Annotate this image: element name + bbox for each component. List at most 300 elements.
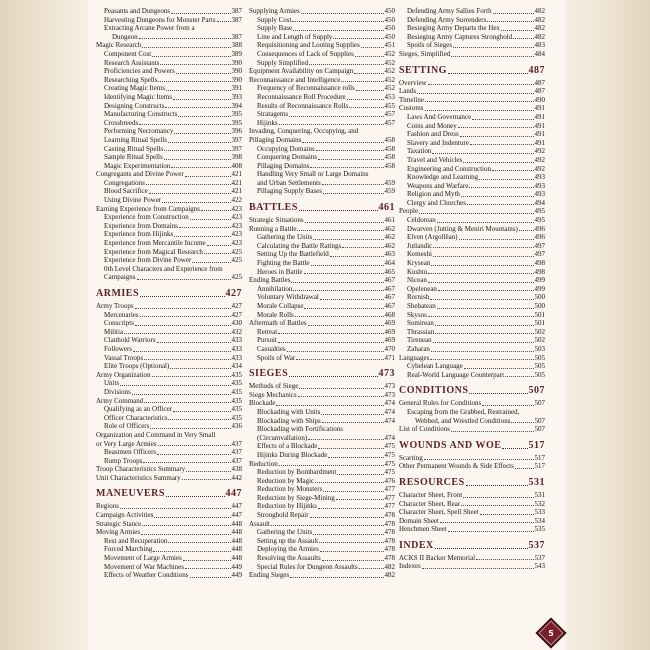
toc-entry[interactable] — [249, 84, 395, 93]
toc-entry-page: 517 — [528, 439, 545, 451]
toc-entry[interactable] — [399, 259, 545, 268]
toc-entry[interactable] — [249, 460, 395, 469]
toc-entry[interactable] — [399, 190, 545, 199]
toc-entry[interactable] — [96, 440, 242, 449]
toc-entry-title: Special Rules for Dungeon Assaults — [257, 562, 358, 571]
toc-entry[interactable] — [399, 302, 545, 311]
toc-entry[interactable] — [399, 87, 545, 96]
toc-entry[interactable] — [399, 371, 545, 380]
dot-leader — [428, 282, 534, 283]
dot-leader — [453, 47, 533, 48]
toc-entry-title: ACKS II Backer Memorial — [399, 553, 476, 562]
dot-leader — [438, 290, 534, 291]
toc-entry[interactable] — [96, 397, 242, 406]
toc-entry[interactable] — [249, 494, 395, 503]
toc-entry-title: Casualties — [257, 344, 286, 353]
toc-entry[interactable] — [399, 336, 545, 345]
toc-entry[interactable] — [399, 328, 545, 337]
toc-entry[interactable] — [249, 33, 395, 42]
toc-entry[interactable] — [249, 145, 395, 154]
toc-entry[interactable] — [96, 93, 242, 102]
toc-entry-title: Calculating the Battle Ratings — [257, 241, 342, 250]
toc-entry[interactable] — [399, 491, 545, 500]
toc-entry[interactable] — [399, 225, 545, 234]
toc-entry[interactable] — [96, 67, 242, 76]
toc-entry[interactable] — [96, 119, 242, 128]
toc-entry[interactable] — [249, 302, 395, 311]
toc-entry-title: Rest and Recuperation — [104, 536, 168, 545]
toc-entry-page: 449 — [231, 562, 242, 571]
toc-entry[interactable] — [399, 207, 545, 216]
toc-entry[interactable] — [96, 41, 242, 50]
toc-entry[interactable] — [96, 248, 242, 257]
toc-entry[interactable] — [249, 485, 395, 494]
toc-section-heading[interactable] — [399, 476, 545, 490]
dot-leader — [178, 116, 230, 117]
toc-section-heading[interactable] — [96, 287, 242, 301]
page-margin-left — [0, 0, 88, 650]
toc-entry-title: Indexes — [399, 562, 421, 571]
toc-entry[interactable] — [399, 554, 545, 563]
toc-entry-page: 423 — [231, 221, 242, 230]
toc-entry[interactable] — [399, 165, 545, 174]
toc-entry[interactable] — [96, 474, 242, 483]
toc-entry[interactable] — [249, 345, 395, 354]
toc-entry[interactable] — [249, 520, 395, 529]
toc-entry[interactable] — [96, 84, 242, 93]
dot-leader — [166, 90, 230, 91]
toc-entry-page: 517 — [534, 453, 545, 462]
toc-entry[interactable] — [399, 96, 545, 105]
dot-leader — [502, 448, 527, 449]
toc-entry-title: Rornish — [407, 293, 430, 302]
page-margin-right — [566, 0, 650, 650]
toc-entry-title: Other Permanent Wounds & Side Effects — [399, 462, 514, 471]
dot-leader — [431, 265, 533, 266]
toc-entry[interactable] — [96, 319, 242, 328]
dot-leader — [309, 64, 383, 65]
dot-leader — [162, 202, 230, 203]
toc-entry[interactable] — [249, 319, 395, 328]
toc-entry[interactable] — [249, 285, 395, 294]
toc-entry[interactable] — [249, 311, 395, 320]
toc-entry[interactable] — [249, 417, 395, 426]
toc-entry[interactable] — [96, 230, 242, 239]
toc-entry-title: Performing Necromancy — [104, 127, 174, 136]
toc-entry[interactable] — [249, 434, 395, 443]
toc-entry-page: 476 — [384, 476, 395, 485]
toc-entry-page: 490 — [534, 95, 545, 104]
toc-entry[interactable] — [249, 179, 395, 188]
toc-entry-page: 458 — [384, 153, 395, 162]
toc-entry-page: 469 — [384, 319, 395, 328]
toc-entry[interactable] — [96, 422, 242, 431]
toc-entry-page: 493 — [534, 190, 545, 199]
toc-entry-page: 463 — [384, 250, 395, 259]
toc-entry[interactable] — [399, 525, 545, 534]
toc-entry[interactable] — [399, 345, 545, 354]
toc-entry[interactable] — [249, 187, 395, 196]
toc-entry-title: Morale Collapse — [257, 302, 304, 310]
toc-entry[interactable] — [249, 76, 395, 85]
toc-entry-title: Travel and Vehicles — [407, 155, 463, 164]
dot-leader — [139, 124, 230, 125]
toc-entry-page: 505 — [534, 370, 545, 379]
toc-entry[interactable] — [249, 293, 395, 302]
toc-entry-title: Coins and Money — [407, 121, 457, 130]
toc-entry[interactable] — [399, 276, 545, 285]
toc-entry-page: 459 — [384, 187, 395, 196]
toc-entry-page: 477 — [384, 485, 395, 494]
dot-leader — [342, 247, 383, 248]
toc-entry[interactable] — [399, 268, 545, 277]
toc-entry[interactable] — [399, 250, 545, 259]
dot-leader — [451, 431, 534, 432]
toc-entry[interactable] — [399, 233, 545, 242]
toc-entry-title: Engineering and Construction — [407, 164, 491, 173]
toc-entry[interactable] — [399, 399, 545, 408]
dot-leader — [298, 396, 384, 397]
toc-entry-page: 492 — [534, 164, 545, 173]
toc-entry[interactable] — [96, 162, 242, 171]
toc-entry[interactable] — [249, 276, 395, 285]
toc-entry[interactable] — [399, 122, 545, 131]
toc-entry[interactable] — [96, 511, 242, 520]
toc-entry[interactable] — [96, 537, 242, 546]
toc-entry[interactable] — [399, 199, 545, 208]
toc-entry[interactable] — [96, 127, 242, 136]
dot-leader — [430, 359, 533, 360]
toc-entry-page: 395 — [231, 110, 242, 119]
toc-entry-page: 395 — [231, 118, 242, 127]
toc-entry[interactable] — [96, 571, 242, 580]
dot-leader — [133, 351, 231, 352]
toc-entry[interactable] — [96, 153, 242, 162]
toc-entry-title: Supply Simplified — [257, 58, 309, 67]
toc-entry[interactable] — [96, 431, 242, 440]
toc-entry-title: Reduction by Siege-Mining — [257, 493, 335, 502]
toc-entry[interactable] — [96, 465, 242, 474]
toc-entry[interactable] — [249, 250, 395, 259]
toc-entry[interactable] — [399, 139, 545, 148]
dot-leader — [451, 56, 533, 57]
toc-entry-page: 387 — [231, 15, 242, 24]
toc-entry[interactable] — [399, 16, 545, 25]
toc-entry[interactable] — [249, 528, 395, 537]
toc-entry-title: Designing Constructs — [104, 101, 165, 110]
toc-entry-title: Campaign Activities — [96, 511, 154, 520]
toc-entry[interactable] — [399, 562, 545, 571]
toc-entry-title: Supply Base — [257, 24, 293, 33]
toc-entry[interactable] — [96, 33, 242, 42]
toc-entry[interactable] — [399, 417, 545, 426]
toc-entry[interactable] — [249, 110, 395, 119]
toc-entry[interactable] — [96, 345, 242, 354]
toc-entry[interactable] — [249, 268, 395, 277]
toc-entry[interactable] — [96, 213, 242, 222]
toc-entry[interactable] — [399, 454, 545, 463]
toc-entry[interactable] — [399, 156, 545, 165]
toc-entry-page: 435 — [231, 387, 242, 396]
toc-entry[interactable] — [249, 136, 395, 145]
toc-entry[interactable] — [96, 448, 242, 457]
toc-entry-page: 492 — [534, 147, 545, 156]
toc-entry[interactable] — [96, 16, 242, 25]
toc-entry[interactable] — [96, 302, 242, 311]
toc-entry[interactable] — [249, 399, 395, 408]
toc-entry[interactable] — [96, 7, 242, 16]
toc-entry[interactable] — [249, 554, 395, 563]
toc-entry[interactable] — [249, 153, 395, 162]
toc-entry-page: 438 — [231, 465, 242, 474]
toc-entry[interactable] — [96, 554, 242, 563]
toc-entry-title: Peasants and Dungeons — [104, 7, 171, 15]
toc-entry[interactable] — [399, 130, 545, 139]
toc-entry[interactable] — [399, 173, 545, 182]
toc-entry[interactable] — [96, 102, 242, 111]
toc-entry[interactable] — [249, 170, 395, 179]
toc-entry-page: 453 — [384, 92, 395, 101]
dot-leader — [164, 159, 231, 160]
toc-entry[interactable] — [96, 265, 242, 274]
toc-entry[interactable] — [399, 293, 545, 302]
dot-leader — [318, 508, 384, 509]
toc-entry-title: Units — [104, 379, 120, 388]
toc-entry[interactable] — [249, 119, 395, 128]
toc-entry-title: Experience from Divine Power — [104, 256, 192, 265]
toc-entry[interactable] — [96, 405, 242, 414]
toc-entry-title: Dwarven (Jutting & Meniri Mountains) — [407, 224, 518, 233]
toc-entry[interactable] — [249, 328, 395, 337]
toc-entry-title: Real-World Language Counterpart — [407, 370, 505, 379]
toc-entry[interactable] — [96, 328, 242, 337]
toc-entry[interactable] — [249, 354, 395, 363]
toc-entry-title: Mercenaries — [104, 310, 139, 319]
toc-entry-title: Reduction by Monsters — [257, 485, 323, 494]
toc-section-heading[interactable] — [249, 367, 395, 381]
toc-entry-title: Qualifying as an Officer — [104, 405, 173, 414]
toc-entry[interactable] — [96, 205, 242, 214]
toc-section-heading[interactable] — [399, 64, 545, 78]
toc-entry[interactable] — [399, 79, 545, 88]
toc-entry-title: Elven (Argollëan) — [407, 233, 458, 242]
toc-entry[interactable] — [96, 379, 242, 388]
toc-entry-page: 467 — [384, 293, 395, 302]
toc-entry[interactable] — [96, 24, 242, 33]
toc-entry[interactable] — [399, 147, 545, 156]
toc-entry[interactable] — [249, 425, 395, 434]
toc-entry[interactable] — [399, 33, 545, 42]
toc-entry-title: Opelenean — [407, 284, 437, 293]
toc-entry[interactable] — [249, 7, 395, 16]
toc-entry-title: WOUNDS AND WOE — [399, 439, 502, 451]
toc-entry[interactable] — [249, 502, 395, 511]
toc-entry[interactable] — [399, 7, 545, 16]
dot-leader — [304, 273, 384, 274]
dot-leader — [428, 273, 533, 274]
toc-entry[interactable] — [96, 545, 242, 554]
toc-entry-page: 473 — [378, 368, 395, 380]
toc-entry[interactable] — [399, 362, 545, 371]
toc-entry-page: 387 — [231, 7, 242, 15]
toc-entry[interactable] — [249, 162, 395, 171]
toc-entry[interactable] — [96, 528, 242, 537]
dot-leader — [424, 459, 534, 460]
toc-entry-title: Divisions — [104, 387, 131, 396]
toc-entry[interactable] — [96, 388, 242, 397]
toc-entry[interactable] — [249, 563, 395, 572]
toc-entry[interactable] — [249, 233, 395, 242]
toc-entry[interactable] — [249, 102, 395, 111]
toc-entry[interactable] — [249, 67, 395, 76]
dot-leader — [296, 359, 383, 360]
dot-leader — [433, 247, 533, 248]
toc-entry[interactable] — [96, 145, 242, 154]
toc-entry-page: 507 — [534, 416, 545, 425]
toc-entry-title: Nicean — [407, 276, 427, 285]
toc-entry[interactable] — [96, 371, 242, 380]
toc-entry[interactable] — [399, 242, 545, 251]
toc-entry[interactable] — [96, 59, 242, 68]
toc-entry[interactable] — [399, 517, 545, 526]
toc-entry[interactable] — [96, 256, 242, 265]
toc-entry-page: 471 — [384, 353, 395, 362]
dot-leader — [328, 457, 383, 458]
toc-entry[interactable] — [96, 354, 242, 363]
toc-entry-title: Supply Cost — [257, 15, 292, 24]
toc-entry[interactable] — [249, 216, 395, 225]
dot-leader — [361, 47, 384, 48]
toc-entry[interactable] — [399, 408, 545, 417]
toc-entry[interactable] — [399, 354, 545, 363]
toc-entry[interactable] — [399, 216, 545, 225]
toc-entry[interactable] — [249, 259, 395, 268]
toc-entry[interactable] — [399, 319, 545, 328]
toc-entry[interactable] — [249, 59, 395, 68]
toc-entry[interactable] — [96, 273, 242, 282]
toc-entry[interactable] — [96, 136, 242, 145]
dot-leader — [299, 388, 383, 389]
toc-entry-title: Extracting Arcane Power from a — [104, 24, 195, 33]
toc-entry[interactable] — [249, 336, 395, 345]
toc-entry-page: 462 — [384, 233, 395, 242]
toc-section-heading[interactable] — [96, 487, 242, 501]
toc-section-heading[interactable] — [399, 384, 545, 398]
toc-entry[interactable] — [96, 222, 242, 231]
dot-leader — [142, 47, 230, 48]
toc-section-heading[interactable] — [399, 439, 545, 453]
dot-leader — [313, 534, 383, 535]
toc-entry[interactable] — [399, 508, 545, 517]
toc-entry[interactable] — [399, 50, 545, 59]
toc-entry[interactable] — [399, 182, 545, 191]
toc-entry-page: 502 — [534, 336, 545, 345]
toc-entry-page: 470 — [384, 344, 395, 353]
toc-entry[interactable] — [96, 76, 242, 85]
toc-entry[interactable] — [96, 502, 242, 511]
toc-entry-title: Sieges, Simplified — [399, 49, 451, 58]
toc-entry-page: 477 — [384, 502, 395, 511]
toc-entry-page: 433 — [231, 353, 242, 362]
toc-entry[interactable] — [249, 477, 395, 486]
dot-leader — [173, 99, 230, 100]
toc-entry[interactable] — [249, 391, 395, 400]
toc-entry-title: Pillaging Domains — [257, 161, 310, 170]
toc-entry[interactable] — [249, 24, 395, 33]
toc-entry[interactable] — [399, 24, 545, 33]
toc-entry-page: 447 — [225, 488, 242, 500]
toc-entry[interactable] — [249, 468, 395, 477]
toc-entry[interactable] — [96, 520, 242, 529]
toc-entry-title: Crossbreeds — [104, 118, 139, 127]
toc-entry-page: 475 — [384, 459, 395, 468]
toc-entry-page: 531 — [528, 476, 545, 488]
toc-entry[interactable] — [249, 16, 395, 25]
toc-entry[interactable] — [249, 242, 395, 251]
toc-entry-page: 435 — [231, 405, 242, 414]
toc-entry[interactable] — [249, 408, 395, 417]
toc-entry[interactable] — [399, 425, 545, 434]
toc-entry[interactable] — [249, 442, 395, 451]
toc-entry[interactable] — [399, 311, 545, 320]
toc-entry[interactable] — [96, 414, 242, 423]
toc-entry[interactable] — [96, 170, 242, 179]
toc-entry-page: 451 — [384, 41, 395, 50]
toc-entry-page: 452 — [384, 84, 395, 93]
toc-entry[interactable] — [249, 571, 395, 580]
toc-entry[interactable] — [96, 179, 242, 188]
toc-section-heading[interactable] — [249, 201, 395, 215]
toc-entry[interactable] — [96, 457, 242, 466]
dot-leader — [304, 308, 383, 309]
toc-entry[interactable] — [249, 93, 395, 102]
toc-entry[interactable] — [249, 41, 395, 50]
dot-leader — [461, 196, 534, 197]
toc-entry-page: 468 — [384, 310, 395, 319]
toc-entry[interactable] — [249, 451, 395, 460]
toc-entry[interactable] — [96, 196, 242, 205]
toc-entry[interactable] — [96, 110, 242, 119]
toc-entry[interactable] — [399, 462, 545, 471]
toc-entry[interactable] — [399, 285, 545, 294]
toc-entry-page: 493 — [534, 181, 545, 190]
toc-entry[interactable] — [96, 187, 242, 196]
toc-entry[interactable] — [249, 511, 395, 520]
toc-entry[interactable] — [96, 362, 242, 371]
toc-entry[interactable] — [249, 382, 395, 391]
toc-section-heading[interactable] — [399, 539, 545, 553]
toc-entry[interactable] — [399, 500, 545, 509]
toc-entry[interactable] — [399, 104, 545, 113]
toc-entry[interactable] — [399, 41, 545, 50]
toc-entry[interactable] — [96, 50, 242, 59]
toc-entry[interactable] — [96, 239, 242, 248]
toc-entry[interactable] — [96, 336, 242, 345]
toc-entry[interactable] — [399, 113, 545, 122]
toc-entry[interactable] — [249, 50, 395, 59]
dot-leader — [146, 184, 231, 185]
toc-entry-page: 495 — [534, 216, 545, 225]
toc-entry-page: 475 — [384, 468, 395, 477]
toc-entry[interactable] — [96, 563, 242, 572]
toc-entry[interactable] — [249, 225, 395, 234]
toc-entry-title: Reconnaissance and Intelligence — [249, 75, 341, 84]
toc-entry[interactable] — [249, 545, 395, 554]
toc-entry[interactable] — [249, 537, 395, 546]
toc-entry[interactable] — [96, 311, 242, 320]
dot-leader — [293, 30, 383, 31]
toc-entry[interactable] — [249, 127, 395, 136]
